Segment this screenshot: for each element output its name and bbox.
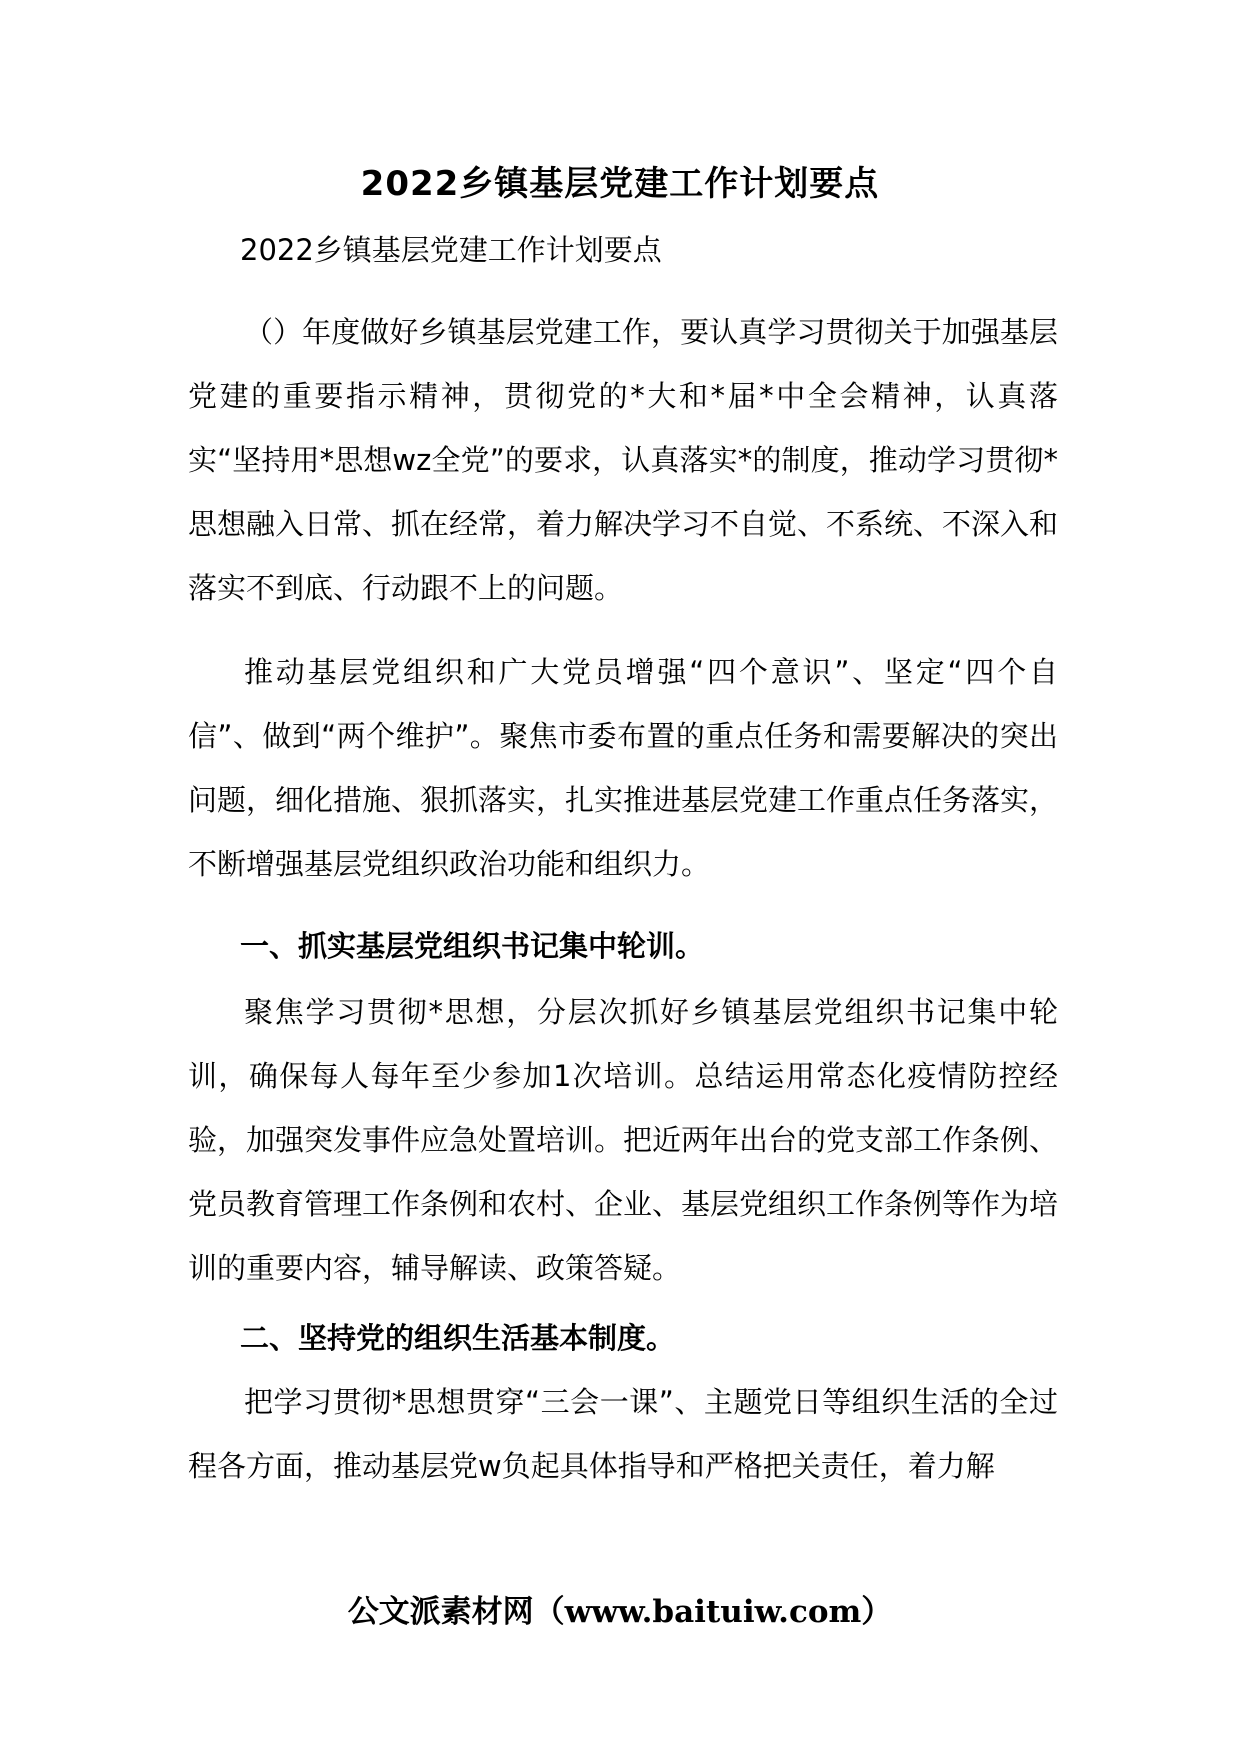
footer-watermark: 公文派素材网（www.baituiw.com） bbox=[347, 1594, 893, 1630]
section-1-body: 聚焦学习贯彻*思想，分层次抓好乡镇基层党组织书记集中轮训，确保每人每年至少参加1次培训。总结运用常态化疫情防控经验，加强突发事件应急处置培训。把近两年出台的党支部工作条例、党员教育管理工作条例和农村、企业、基层党组织工作条例等作为培训的重要内容，辅导解读、政策答疑。 bbox=[188, 995, 1059, 1285]
document-subtitle: 2022乡镇基层党建工作计划要点 bbox=[240, 233, 662, 267]
paragraph-intro: （）年度做好乡镇基层党建工作，要认真学习贯彻关于加强基层党建的重要指示精神，贯彻党的*大和*届*中全会精神，认真落实“坚持用*思想wz全党”的要求，认真落实*的制度，推动学习贯彻*思想融入日常、抓在经常，着力解决学习不自觉、不系统、不深入和落实不到底、行动跟不上的问题。 bbox=[188, 315, 1059, 605]
document-title: 2022乡镇基层党建工作计划要点 bbox=[360, 164, 880, 204]
section-2-body: 把学习贯彻*思想贯穿“三会一课”、主题党日等组织生活的全过程各方面，推动基层党w负起具体指导和严格把关责任，着力解 bbox=[188, 1385, 1058, 1483]
section-2-heading: 二、坚持党的组织生活基本制度。 bbox=[240, 1321, 676, 1355]
section-1-heading: 一、抓实基层党组织书记集中轮训。 bbox=[240, 929, 705, 963]
paragraph-goals: 推动基层党组织和广大党员增强“四个意识”、坚定“四个自信”、做到“两个维护”。聚焦市委布置的重点任务和需要解决的突出问题，细化措施、狠抓落实，扎实推进基层党建工作重点任务落实，不断增强基层党组织政治功能和组织力。 bbox=[188, 655, 1059, 881]
